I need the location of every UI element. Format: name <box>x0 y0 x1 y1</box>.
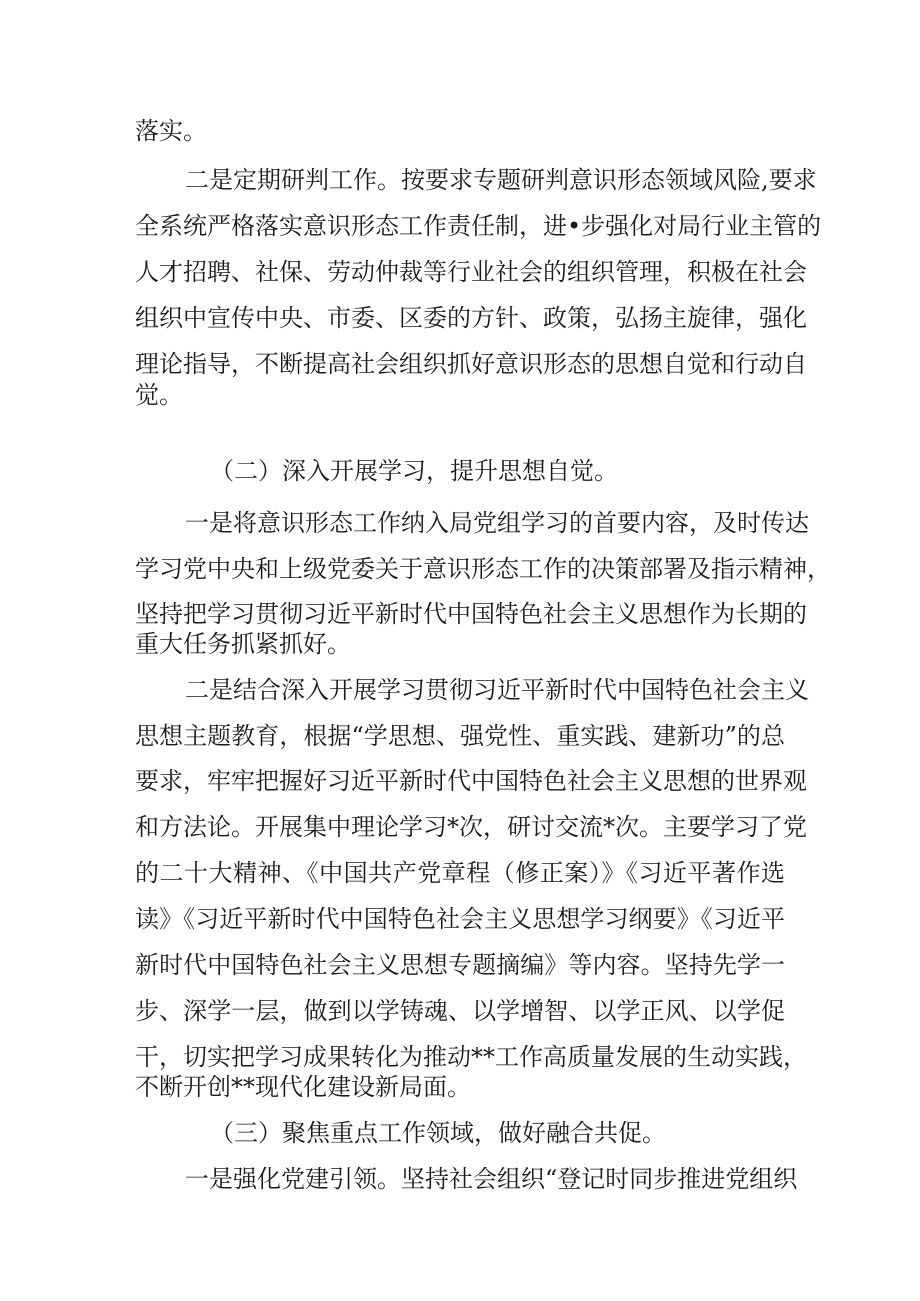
section-heading: （三）聚焦重点工作领域，做好融合共促。 <box>210 1119 666 1147</box>
paragraph-line: 不断开创**现代化建设新局面。 <box>135 1073 471 1101</box>
paragraph-line: 思想主题教育，根据“学思想、强党性、重实践、建新功”的总 <box>135 722 785 750</box>
paragraph-line: 觉。 <box>135 381 183 409</box>
paragraph-line: 读》《习近平新时代中国特色社会主义思想学习纲要》《习近平 <box>135 905 785 933</box>
paragraph-line: 一是将意识形态工作纳入局党组学习的首要内容，及时传达 <box>185 509 809 537</box>
paragraph-line: 理论指导，不断提高社会组织抓好意识形态的思想自觉和行动自 <box>135 350 807 378</box>
paragraph-line: 全系统严格落实意识形态工作责任制，进•步强化对局行业主管的 <box>135 212 822 240</box>
paragraph-line: 一是强化党建引领。坚持社会组织“登记时同步推进党组织 <box>185 1165 798 1193</box>
paragraph-line: 新时代中国特色社会主义思想专题摘编》等内容。坚持先学一 <box>135 951 785 979</box>
paragraph-line: 干，切实把学习成果转化为推动**工作高质量发展的生动实践， <box>135 1043 807 1071</box>
paragraph-line: 二是结合深入开展学习贯彻习近平新时代中国特色社会主义 <box>185 676 809 704</box>
paragraph-line: 步、深学一层，做到以学铸魂、以学增智、以学正风、以学促 <box>135 997 785 1025</box>
paragraph-line: 的二十大精神、《中国共产党章程（修正案）》《习近平著作选 <box>135 859 785 887</box>
paragraph-line: 二是定期研判工作。按要求专题研判意识形态领域风险,要求 <box>185 166 817 194</box>
paragraph-line: 组织中宣传中央、市委、区委的方针、政策，弘扬主旋律，强化 <box>135 304 807 332</box>
paragraph-line: 要求，牢牢把握好习近平新时代中国特色社会主义思想的世界观 <box>135 767 807 795</box>
paragraph-line: 落实。 <box>135 117 207 145</box>
paragraph-line: 人才招聘、社保、劳动仲裁等行业社会的组织管理，积极在社会 <box>135 258 807 286</box>
paragraph-line: 学习党中央和上级党委关于意识形态工作的决策部署及指示精神， <box>135 555 831 583</box>
section-heading: （二）深入开展学习，提升思想自觉。 <box>210 457 618 485</box>
paragraph-line: 坚持把学习贯彻习近平新时代中国特色社会主义思想作为长期的 <box>135 600 807 628</box>
paragraph-line: 重大任务抓紧抓好。 <box>135 630 351 658</box>
paragraph-line: 和方法论。开展集中理论学习*次，研讨交流*次。主要学习了党 <box>135 813 807 841</box>
